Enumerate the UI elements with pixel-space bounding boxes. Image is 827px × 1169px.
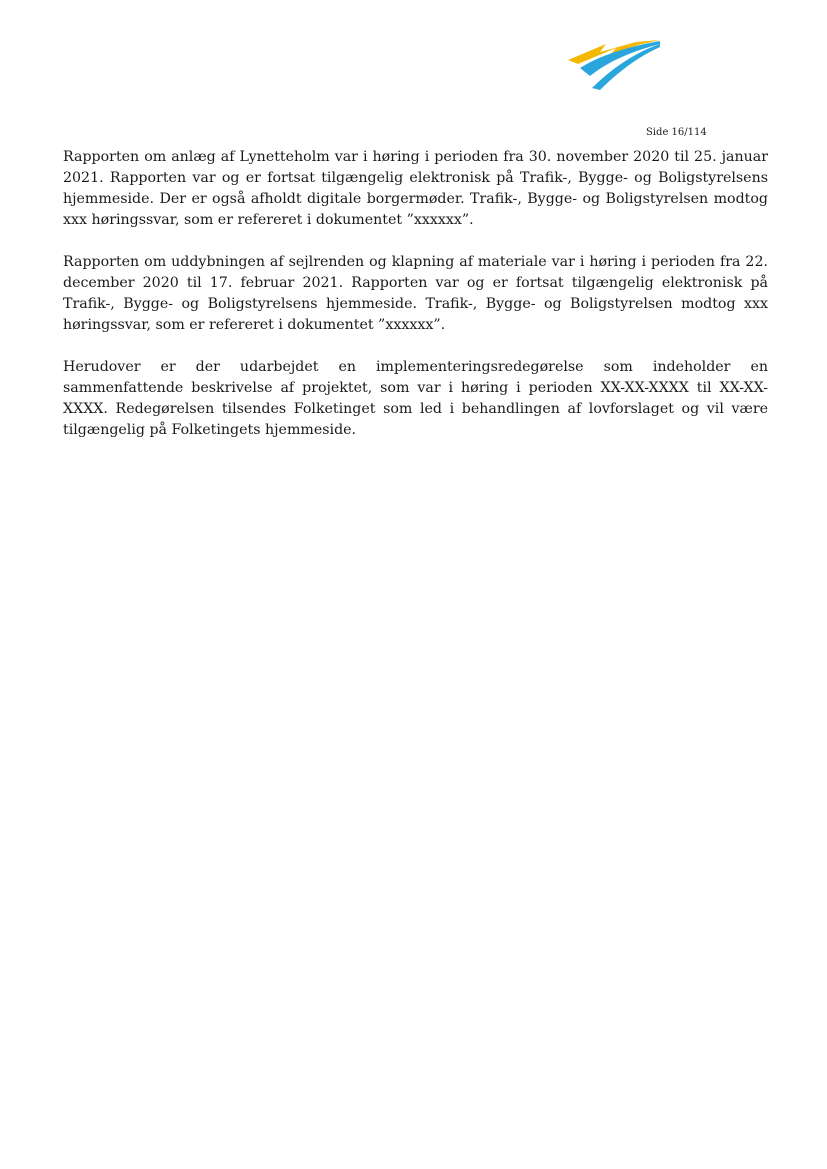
paragraph-sejlrende-hearing: Rapporten om uddybningen af sejlrenden og klapning af materiale var i høring i perioden fra 22. december 2020 til 17. februar 2021. Rapporten var og er fortsat tilgængelig elektronisk på Trafik-, Bygge- og Boligstyrelsens hjemmeside. Trafik-, Bygge- og Boligstyrelsen modtog xxx høringssvar, som er refereret i dokumentet ”xxxxxx”. [63, 254, 768, 333]
page-number: Side 16/114 [646, 127, 707, 138]
document-body [63, 147, 768, 462]
paragraph-implementation-report: Herudover er der udarbejdet en implementeringsredegørelse som indeholder en sammenfattende beskrivelse af projektet, som var i høring i perioden XX-XX-XXXX til XX-XX-XXXX. Redegørelsen tilsendes Folketinget som led i behandlingen af lovforslaget og vil være tilgængelig på Folketingets hjemmeside. [63, 359, 768, 438]
ministry-logo-icon [566, 38, 662, 90]
paragraph-lynetteholm-hearing: Rapporten om anlæg af Lynetteholm var i høring i perioden fra 30. november 2020 til 25. januar 2021. Rapporten var og er fortsat tilgængelig elektronisk på Trafik-, Bygge- og Boligstyrelsens hjemmeside. Der er også afholdt digitale borgermøder. Trafik-, Bygge- og Boligstyrelsen modtog xxx høringssvar, som er refereret i dokumentet ”xxxxxx”. [63, 149, 768, 228]
